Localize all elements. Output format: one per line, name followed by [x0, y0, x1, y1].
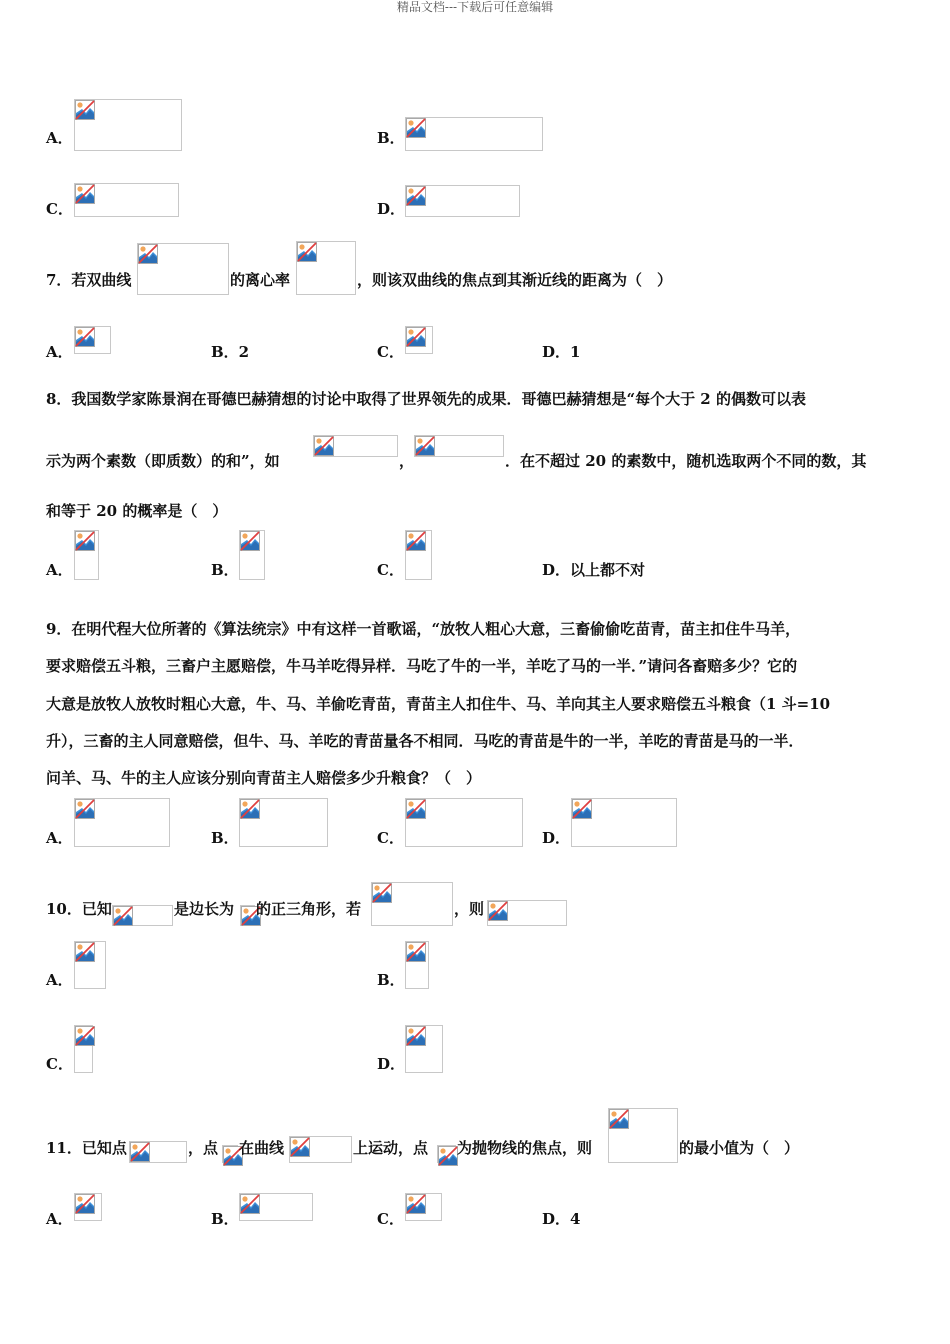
q9-option-c-label: C． [377, 829, 404, 847]
q8-option-d: D．以上都不对 [542, 561, 646, 579]
broken-image-icon [438, 1146, 458, 1166]
q11-text-part5: 为抛物线的焦点，则 [457, 1139, 593, 1157]
q8-line2-part1: 示为两个素数（即质数）的和”，如 [46, 452, 280, 470]
q10-text-part1: 10．已知 [46, 900, 112, 918]
q6-option-c-label: C． [46, 200, 73, 218]
q11-option-b-image [239, 1193, 313, 1221]
q9-option-c-image [405, 798, 523, 847]
q7-option-c-image [405, 326, 433, 354]
q11-option-c-image [405, 1193, 442, 1221]
q10-option-a-image [74, 941, 106, 989]
broken-image-icon [240, 531, 260, 551]
q10-option-a-label: A． [46, 971, 73, 989]
broken-image-icon [297, 242, 317, 262]
q7-text-part2: 的离心率 [230, 271, 291, 289]
broken-image-icon [609, 1109, 629, 1129]
q10-option-c-label: C． [46, 1055, 73, 1073]
q10-text-part3: 的正三角形，若 [256, 900, 362, 918]
q6-option-d-formula-image [405, 185, 520, 217]
q7-hyperbola-equation-image [137, 243, 229, 295]
broken-image-icon [406, 799, 426, 819]
broken-image-icon [415, 436, 435, 456]
q9-line3: 大意是放牧人放牧时粗心大意，牛、马、羊偷吃青苗，青苗主人扣住牛、马、羊向其主人要求赔偿五斗粮食（1 斗=10 [46, 695, 831, 713]
q8-option-b-image [239, 530, 265, 580]
q9-option-d-label: D． [542, 829, 571, 847]
broken-image-icon [75, 531, 95, 551]
q11-text-part2: ，点 [188, 1139, 219, 1157]
q11-point-p-image [222, 1145, 238, 1163]
broken-image-icon [240, 1194, 260, 1214]
q7-eccentricity-image [296, 241, 356, 295]
q8-option-b-label: B． [211, 561, 239, 579]
q6-option-b-label: B． [377, 129, 405, 147]
q10-side-length-image [240, 905, 255, 926]
q8-comma: ， [399, 452, 415, 470]
broken-image-icon [75, 942, 95, 962]
q9-option-a-image [74, 798, 170, 847]
q7-option-a-label: A． [46, 343, 73, 361]
q7-text-part3: ，则该双曲线的焦点到其渐近线的距离为（ ） [357, 271, 673, 289]
q8-option-c-image [405, 530, 432, 580]
q11-text-part1: 11．已知点 [46, 1139, 127, 1157]
q11-text-part3: 在曲线 [239, 1139, 285, 1157]
broken-image-icon [75, 1194, 95, 1214]
q8-line1: 8．我国数学家陈景润在哥德巴赫猜想的讨论中取得了世界领先的成果．哥德巴赫猜想是“每个大于 2 的偶数可以表 [46, 390, 806, 408]
q8-line3: 和等于 20 的概率是（ ） [46, 502, 228, 520]
q11-option-b-label: B． [211, 1210, 239, 1228]
broken-image-icon [406, 531, 426, 551]
broken-image-icon [406, 1026, 426, 1046]
page-header: 精品文档---下载后可任意编辑 [396, 0, 554, 14]
broken-image-icon [113, 906, 133, 926]
broken-image-icon [130, 1142, 150, 1162]
q9-option-b-label: B． [211, 829, 239, 847]
q10-text-part2: 是边长为 [174, 900, 235, 918]
q10-text-part4: ，则 [454, 900, 485, 918]
q11-text-part4: 上运动，点 [353, 1139, 429, 1157]
q11-point-a-image [129, 1141, 187, 1163]
broken-image-icon [75, 799, 95, 819]
q9-line4: 升），三畜的主人同意赔偿，但牛、马、羊吃的青苗量各不相同．马吃的青苗是牛的一半，羊吃的青苗是马的一半． [46, 732, 804, 750]
q6-option-c-formula-image [74, 183, 179, 217]
q7-option-b: B．2 [211, 343, 250, 361]
q11-point-f-image [437, 1145, 456, 1163]
q10-condition-image [371, 882, 453, 926]
q6-option-a-label: A． [46, 129, 73, 147]
q10-expression-image [487, 900, 567, 926]
q10-option-c-image [74, 1025, 93, 1073]
q9-line1: 9．在明代程大位所著的《算法统宗》中有这样一首歌谣，“放牧人粗心大意，三畜偷偷吃苗青，苗主扣住牛马羊， [46, 620, 801, 638]
broken-image-icon [75, 100, 95, 120]
broken-image-icon [406, 186, 426, 206]
q11-option-a-label: A． [46, 1210, 73, 1228]
q9-option-d-image [571, 798, 677, 847]
q7-option-a-image [74, 326, 111, 354]
q11-option-c-label: C． [377, 1210, 404, 1228]
q8-option-a-image [74, 530, 99, 580]
broken-image-icon [372, 883, 392, 903]
q6-option-b-formula-image [405, 117, 543, 151]
broken-image-icon [406, 327, 426, 347]
q8-line2-part2: ．在不超过 20 的素数中，随机选取两个不同的数，其 [505, 452, 867, 470]
q11-text-part6: 的最小值为（ ） [679, 1139, 800, 1157]
q6-option-d-label: D． [377, 200, 406, 218]
q7-option-c-label: C． [377, 343, 404, 361]
broken-image-icon [138, 244, 158, 264]
broken-image-icon [488, 901, 508, 921]
q11-curve-image [289, 1136, 352, 1163]
q11-expression-image [608, 1108, 678, 1163]
broken-image-icon [290, 1137, 310, 1157]
q10-option-b-image [405, 941, 429, 989]
broken-image-icon [75, 1026, 95, 1046]
q10-triangle-image [112, 905, 173, 926]
q8-option-c-label: C． [377, 561, 404, 579]
broken-image-icon [406, 942, 426, 962]
broken-image-icon [75, 184, 95, 204]
q10-option-d-label: D． [377, 1055, 406, 1073]
q6-option-a-formula-image [74, 99, 182, 151]
q10-option-b-label: B． [377, 971, 405, 989]
broken-image-icon [572, 799, 592, 819]
q7-option-d: D．1 [542, 343, 581, 361]
q9-line2: 要求赔偿五斗粮，三畜户主愿赔偿，牛马羊吃得异样．马吃了牛的一半，羊吃了马的一半．”请问各畜赔多少？它的 [46, 657, 798, 675]
q9-line5: 问羊、马、牛的主人应该分别向青苗主人赔偿多少升粮食？（ ） [46, 769, 482, 787]
q8-option-a-label: A． [46, 561, 73, 579]
q7-text-part1: 7．若双曲线 [46, 271, 132, 289]
q11-option-a-image [74, 1193, 102, 1221]
broken-image-icon [406, 1194, 426, 1214]
broken-image-icon [240, 799, 260, 819]
q9-option-b-image [239, 798, 328, 847]
broken-image-icon [406, 118, 426, 138]
broken-image-icon [314, 436, 334, 456]
q11-option-d: D．4 [542, 1210, 581, 1228]
q10-option-d-image [405, 1025, 443, 1073]
q9-option-a-label: A． [46, 829, 73, 847]
q8-example2-image [414, 435, 504, 457]
q8-example1-image [313, 435, 398, 457]
broken-image-icon [75, 327, 95, 347]
